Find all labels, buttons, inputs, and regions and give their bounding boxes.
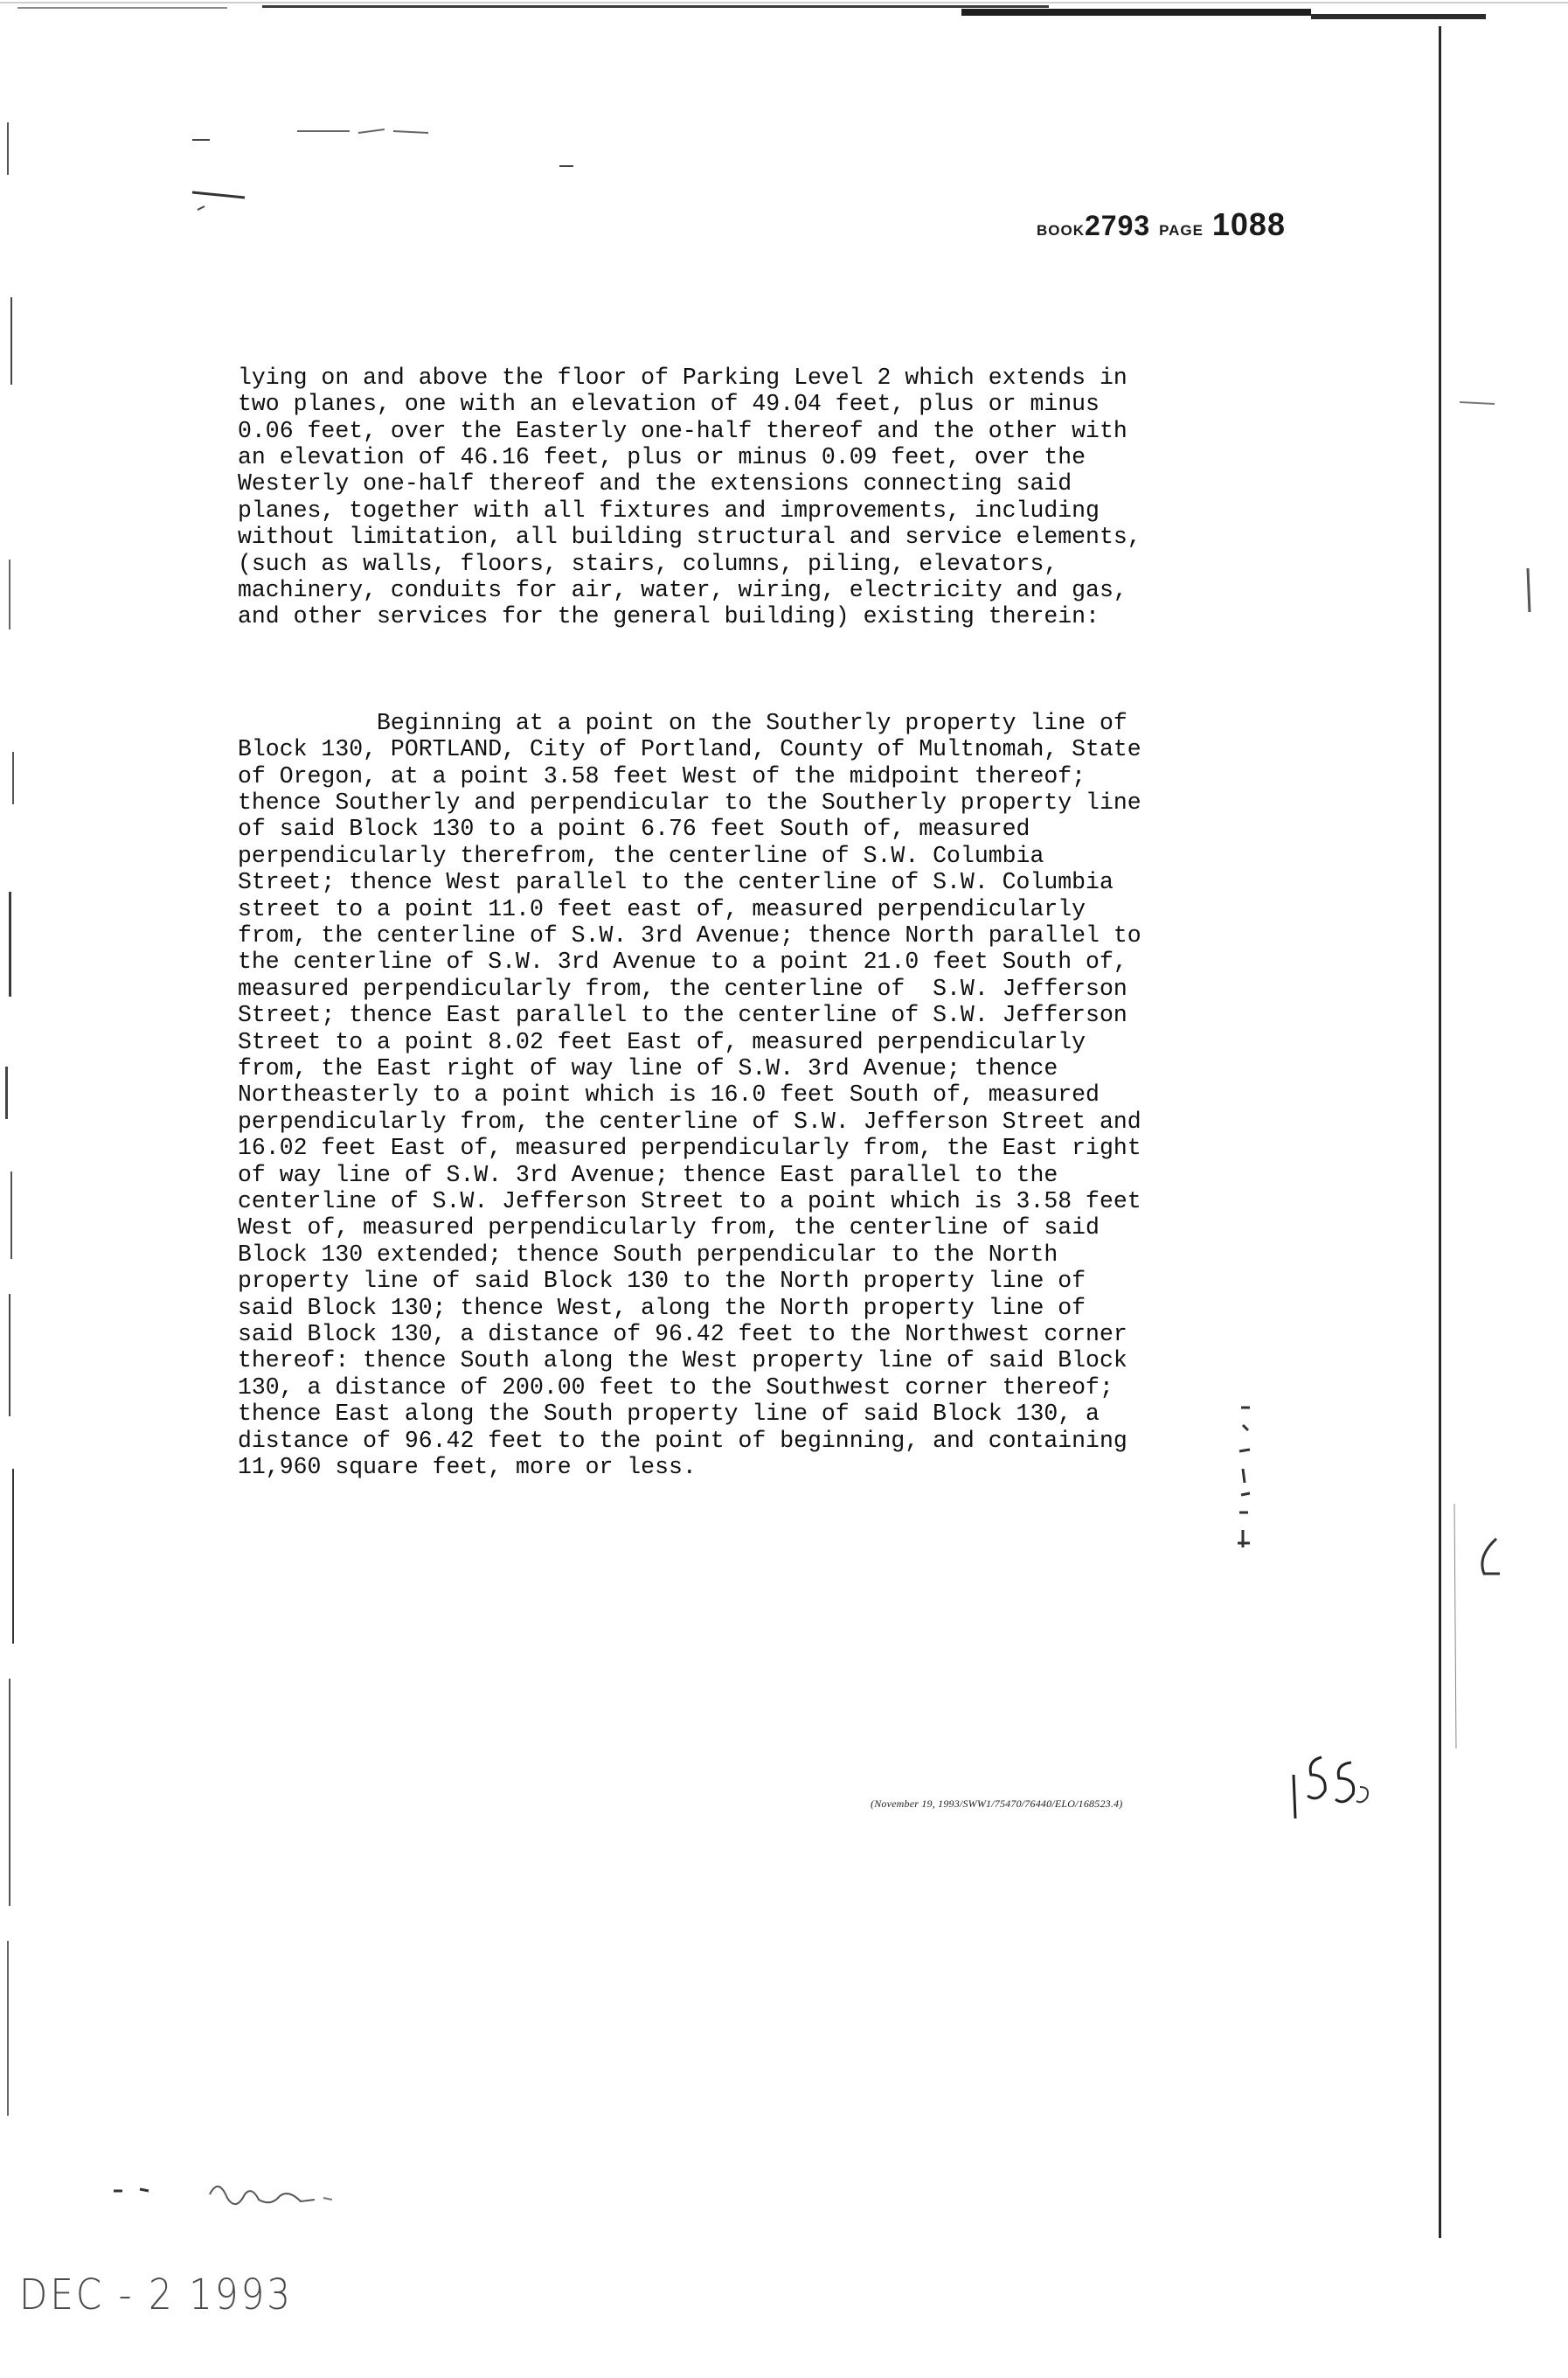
text-line: said Block 130, a distance of 96.42 feet to the Northwest corner: [238, 1321, 1127, 1348]
book-number: 2793: [1085, 210, 1151, 241]
text-line: centerline of S.W. Jefferson Street to a point which is 3.58 feet: [238, 1188, 1141, 1214]
text-line: distance of 96.42 feet to the point of beginning, and containing: [238, 1427, 1127, 1454]
text-line: perpendicularly therefrom, the centerline of S.W. Columbia: [238, 842, 1044, 869]
book-label: BOOK: [1037, 222, 1085, 239]
text-line: planes, together with all fixtures and improvements, including: [238, 497, 1100, 524]
vertical-recording-stamp: [1224, 1399, 1267, 1556]
text-line: of said Block 130 to a point 6.76 feet South of, measured: [238, 816, 1030, 843]
text-line: measured perpendicularly from, the centerline of S.W. Jefferson: [238, 975, 1127, 1002]
text-line: lying on and above the floor of Parking Level 2 which extends in: [238, 364, 1127, 391]
text-line: without limitation, all building structural and service elements,: [238, 524, 1141, 551]
scan-top-edge: [0, 0, 1568, 21]
scan-top-marks: [175, 114, 612, 219]
scan-right-border: [1439, 26, 1441, 2238]
text-line: and other services for the general building) existing therein:: [238, 603, 1100, 630]
text-line: (such as walls, floors, stairs, columns, piling, elevators,: [238, 550, 1058, 577]
text-line: of way line of S.W. 3rd Avenue; thence East parallel to the: [238, 1161, 1058, 1188]
text-line: Street to a point 8.02 feet East of, measured perpendicularly: [238, 1028, 1086, 1055]
text-line: Street; thence East parallel to the centerline of S.W. Jefferson: [238, 1002, 1127, 1029]
text-line: two planes, one with an elevation of 49.04 feet, plus or minus: [238, 391, 1100, 418]
signature-scribble: [105, 2168, 385, 2238]
text-line: perpendicularly from, the centerline of S.W. Jefferson Street and: [238, 1108, 1141, 1135]
paragraph-property-description: [238, 365, 1287, 630]
text-line: Westerly one-half thereof and the extensions connecting said: [238, 470, 1072, 497]
paragraph-metes-and-bounds: [238, 710, 1287, 1481]
text-line: of Oregon, at a point 3.58 feet West of the midpoint thereof;: [238, 762, 1086, 789]
text-line: machinery, conduits for air, water, wiring, electricity and gas,: [238, 577, 1127, 604]
text-line: Street; thence West parallel to the centerline of S.W. Columbia: [238, 869, 1114, 896]
scan-right-margin-marks: [1442, 350, 1568, 1749]
text-line: Block 130, PORTLAND, City of Portland, County of Multnomah, State: [238, 736, 1141, 763]
text-line: Block 130 extended; thence South perpendicular to the North: [238, 1241, 1058, 1268]
text-line: said Block 130; thence West, along the North property line of: [238, 1294, 1086, 1321]
text-line: property line of said Block 130 to the North property line of: [238, 1268, 1086, 1295]
text-line: Northeasterly to a point which is 16.0 feet South of, measured: [238, 1081, 1100, 1109]
text-line: from, the East right of way line of S.W. 3rd Avenue; thence: [238, 1054, 1058, 1081]
text-line: an elevation of 46.16 feet, plus or minus 0.09 feet, over the: [238, 444, 1086, 471]
text-line: thereof: thence South along the West property line of said Block: [238, 1347, 1127, 1374]
text-line: 130, a distance of 200.00 feet to the Southwest corner thereof;: [238, 1373, 1114, 1401]
text-line: from, the centerline of S.W. 3rd Avenue; thence North parallel to: [238, 921, 1141, 949]
text-line: thence East along the South property line of said Block 130, a: [238, 1401, 1100, 1428]
text-line: Beginning at a point on the Southerly property line of: [238, 709, 1127, 736]
text-line: 11,960 square feet, more or less.: [238, 1454, 697, 1481]
text-line: 16.02 feet East of, measured perpendicularly from, the East right: [238, 1135, 1141, 1162]
text-line: the centerline of S.W. 3rd Avenue to a point 21.0 feet South of,: [238, 949, 1127, 976]
legal-description-body: [238, 311, 1287, 1507]
scan-left-margin-marks: [0, 105, 44, 2203]
handwritten-note: [1287, 1749, 1383, 1827]
text-line: street to a point 11.0 feet east of, measured perpendicularly: [238, 895, 1086, 922]
book-page-reference: [1037, 206, 1286, 243]
recording-date-stamp: DEC - 2 1993: [19, 2270, 294, 2319]
text-line: 0.06 feet, over the Easterly one-half thereof and the other with: [238, 417, 1127, 444]
page-number: 1088: [1211, 206, 1286, 242]
footer-document-citation: (November 19, 1993/SWW1/75470/76440/ELO/168523.4): [871, 1797, 1123, 1810]
text-line: West of, measured perpendicularly from, the centerline of said: [238, 1214, 1100, 1241]
page-label: PAGE: [1159, 222, 1204, 239]
text-line: thence Southerly and perpendicular to the Southerly property line: [238, 789, 1141, 816]
